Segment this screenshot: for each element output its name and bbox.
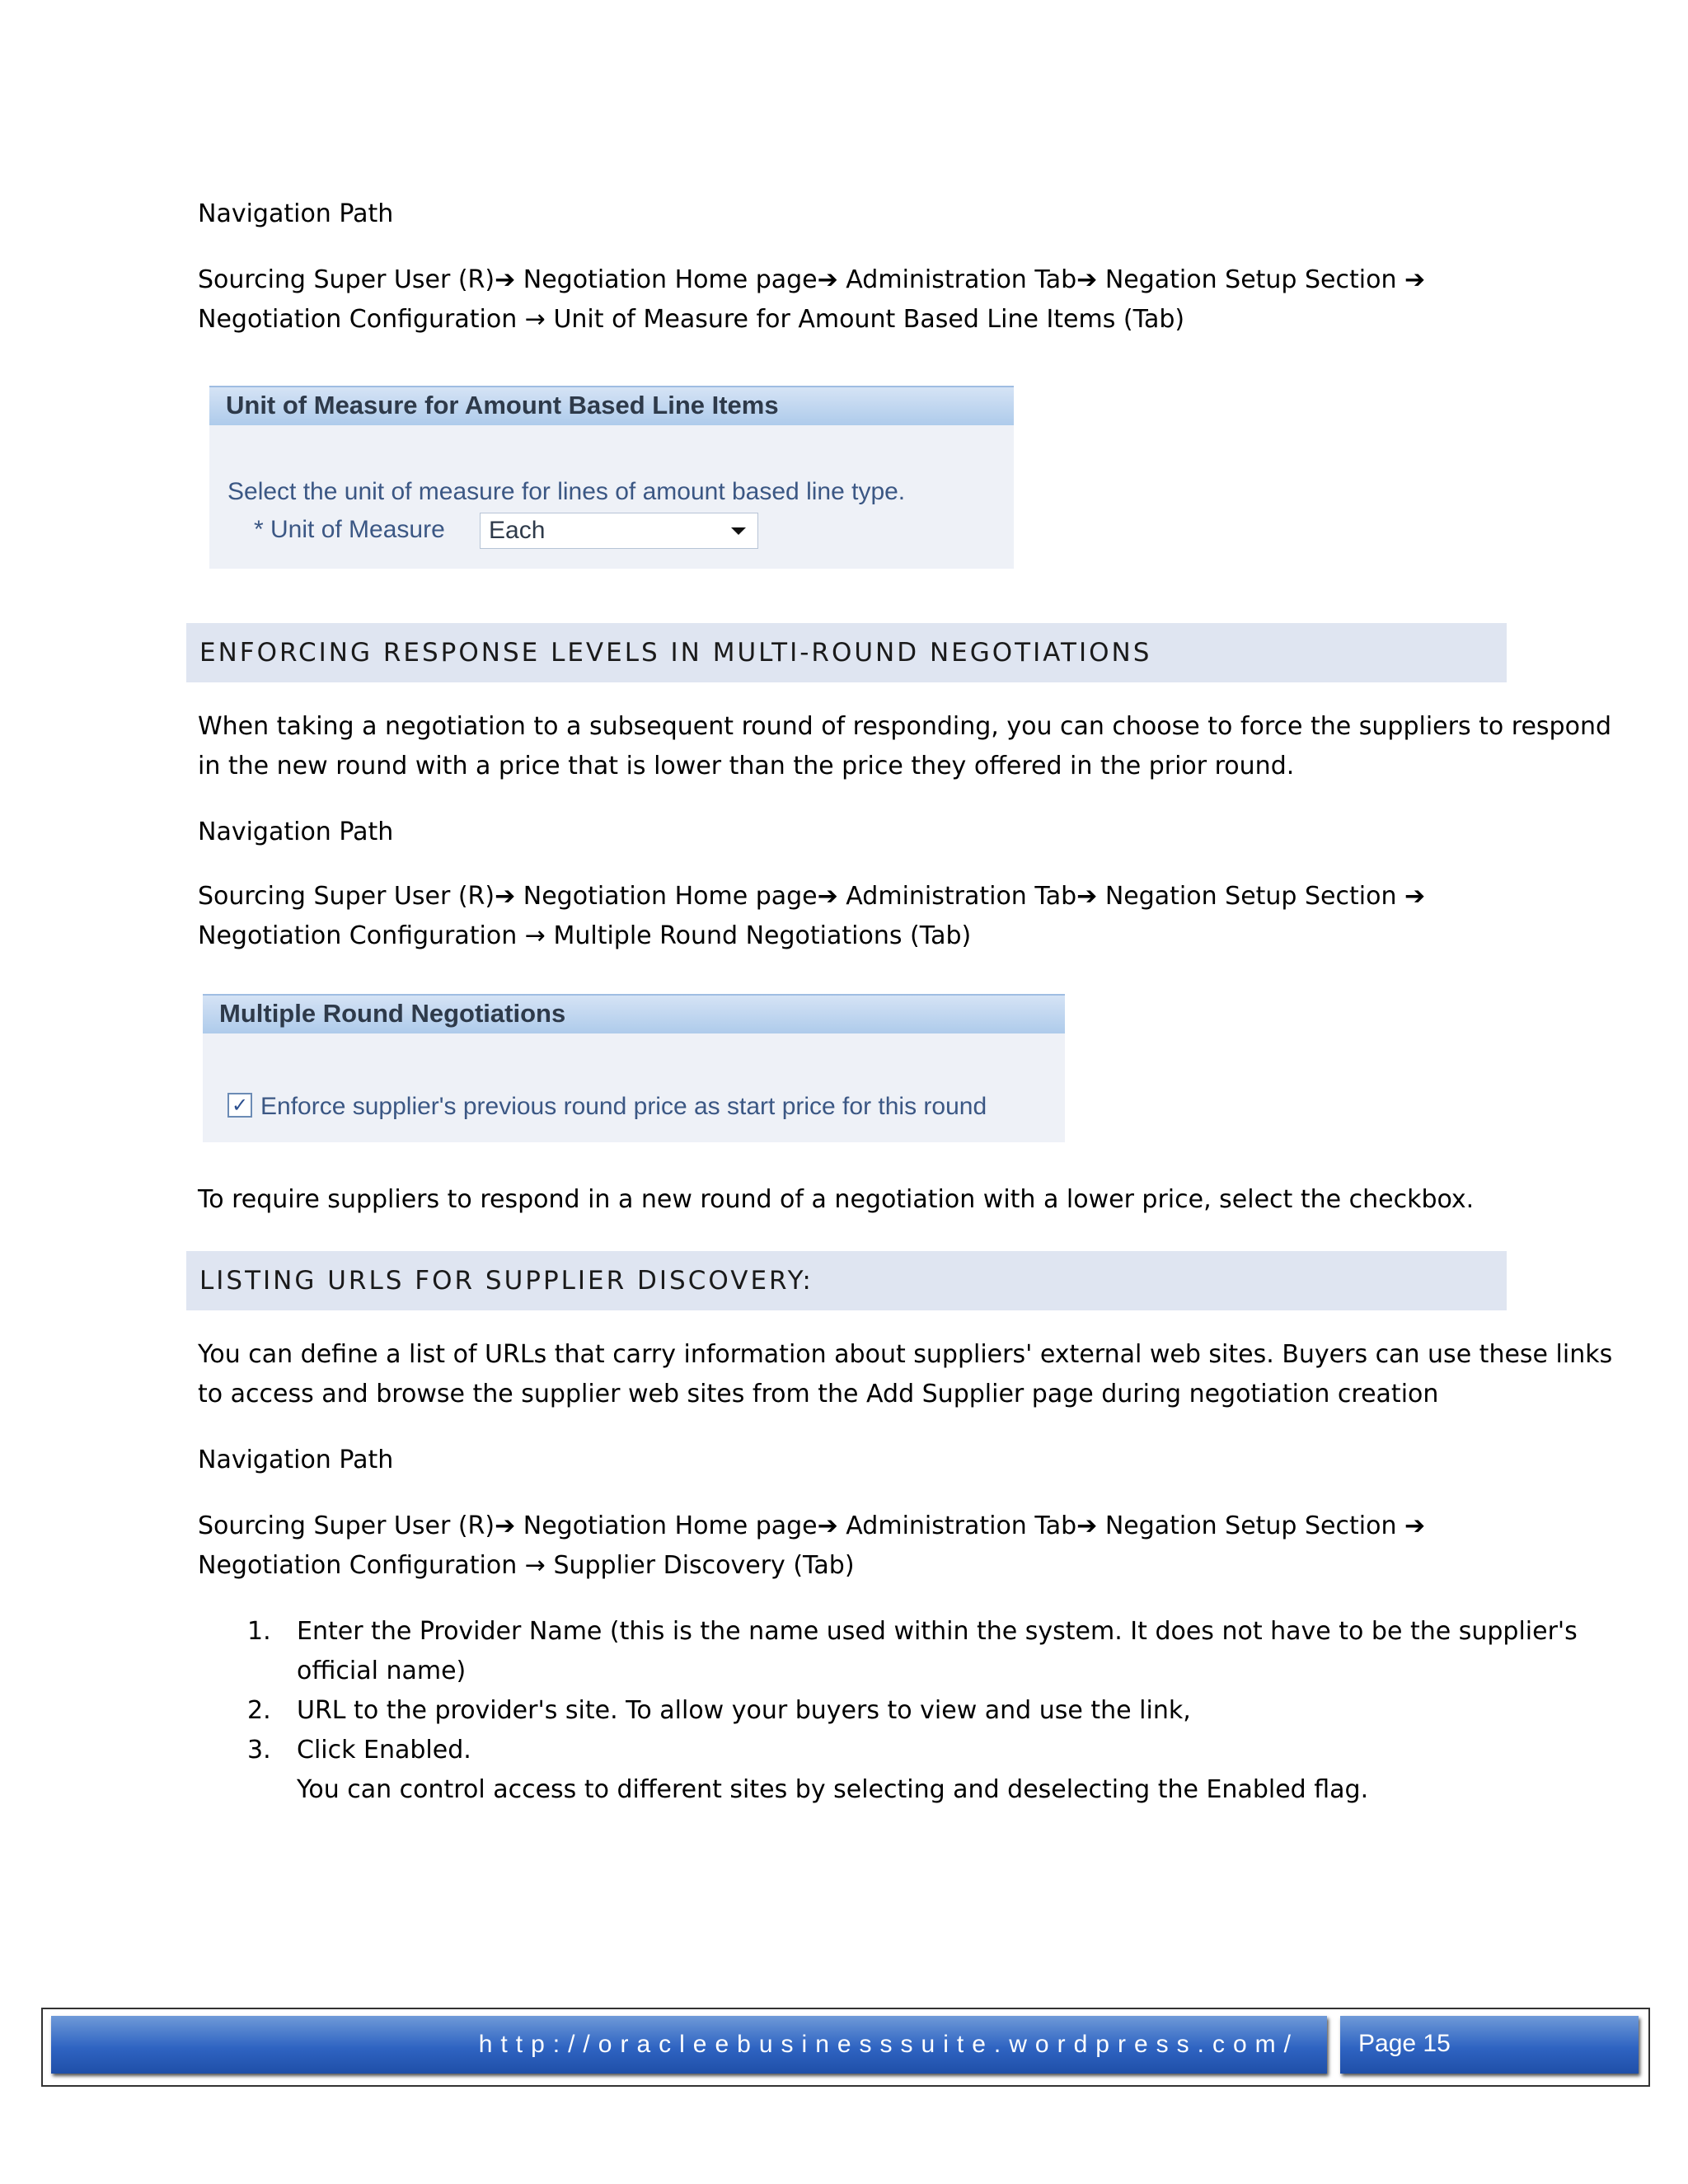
list-item: official name): [297, 1657, 467, 1685]
arrow-right-icon: ➔: [495, 882, 516, 911]
arrow-right-icon: ➔: [1076, 882, 1098, 911]
arrow-right-icon: ➔: [1076, 265, 1098, 294]
footer-url-bar: [51, 2016, 1327, 2074]
panel-instruction: Select the unit of measure for lines of amount based line type.: [227, 478, 906, 505]
nav-step: Negation Setup Section: [1097, 882, 1405, 911]
arrow-right-icon: →: [524, 1551, 546, 1580]
arrow-right-icon: ➔: [817, 1511, 838, 1540]
list-item-number: 3.: [247, 1736, 271, 1765]
nav-step: Negotiation Home page: [515, 882, 818, 911]
nav-step: Negotiation Home page: [515, 1511, 818, 1540]
page-footer: [41, 2008, 1650, 2087]
section-heading-band: [186, 1251, 1507, 1310]
nav-step: Multiple Round Negotiations (Tab): [545, 921, 972, 950]
paragraph-line: You can define a list of URLs that carry information about suppliers' external web sites. Buyers can use these links: [198, 1340, 1613, 1369]
section-heading-band: [186, 623, 1507, 682]
nav-path-label: Navigation Path: [198, 818, 394, 846]
nav-path-label: Navigation Path: [198, 199, 394, 228]
nav-step: Administration Tab: [837, 265, 1077, 294]
section-heading: ENFORCING RESPONSE LEVELS IN MULTI-ROUND NEGOTIATIONS: [199, 638, 1152, 668]
arrow-right-icon: ➔: [1404, 1511, 1426, 1540]
nav-path-line: [198, 877, 1425, 916]
arrow-right-icon: →: [524, 921, 546, 950]
nav-path-line: [198, 260, 1425, 300]
enforce-price-checkbox[interactable]: ✓: [227, 1093, 252, 1118]
nav-step: Negotiation Configuration: [198, 305, 525, 334]
nav-step: Negotiation Configuration: [198, 1551, 525, 1580]
list-item: Enter the Provider Name (this is the name used within the system. It does not have to be the supplier's: [297, 1617, 1578, 1646]
uom-select[interactable]: [480, 513, 758, 549]
nav-step: Negotiation Configuration: [198, 921, 525, 950]
uom-select-value: Each: [489, 517, 546, 544]
nav-step: Administration Tab: [837, 882, 1077, 911]
uom-panel-screenshot: [209, 386, 1014, 569]
list-item: URL to the provider's site. To allow your buyers to view and use the link,: [297, 1696, 1191, 1725]
panel-header: [203, 994, 1065, 1033]
arrow-right-icon: ➔: [817, 882, 838, 911]
list-item-number: 1.: [247, 1617, 271, 1646]
paragraph-line: in the new round with a price that is lower than the price they offered in the prior round.: [198, 752, 1295, 780]
panel-title: Unit of Measure for Amount Based Line Items: [226, 391, 779, 419]
nav-path-label: Navigation Path: [198, 1446, 394, 1474]
uom-field-label: * Unit of Measure: [254, 516, 445, 543]
arrow-right-icon: ➔: [817, 265, 838, 294]
nav-step: Supplier Discovery (Tab): [545, 1551, 855, 1580]
nav-step: Negotiation Home page: [515, 265, 818, 294]
footer-url[interactable]: http://oracleebusinesssuite.wordpress.com/: [478, 2031, 1299, 2058]
arrow-right-icon: ➔: [1076, 1511, 1098, 1540]
nav-step: Negation Setup Section: [1097, 265, 1405, 294]
panel-header: [209, 386, 1014, 425]
section-heading: LISTING URLS FOR SUPPLIER DISCOVERY:: [199, 1266, 814, 1296]
arrow-right-icon: ➔: [1404, 882, 1426, 911]
list-item: You can control access to different sites by selecting and deselecting the Enabled flag.: [297, 1775, 1369, 1804]
list-item: Click Enabled.: [297, 1736, 471, 1765]
nav-step: Negation Setup Section: [1097, 1511, 1405, 1540]
checkbox-label: Enforce supplier's previous round price as start price for this round: [260, 1093, 987, 1120]
nav-step: Sourcing Super User (R): [198, 882, 495, 911]
panel-title: Multiple Round Negotiations: [219, 999, 566, 1028]
nav-step: Administration Tab: [837, 1511, 1077, 1540]
arrow-right-icon: ➔: [1404, 265, 1426, 294]
arrow-right-icon: ➔: [495, 265, 516, 294]
paragraph-line: to access and browse the supplier web sites from the Add Supplier page during negotiation creation: [198, 1380, 1439, 1408]
footer-page-box: [1340, 2016, 1639, 2074]
nav-path-line: [198, 300, 1184, 340]
nav-path-line: [198, 916, 971, 956]
arrow-right-icon: ➔: [495, 1511, 516, 1540]
nav-step: Sourcing Super User (R): [198, 1511, 495, 1540]
paragraph-line: When taking a negotiation to a subsequent round of responding, you can choose to force the suppliers to respond: [198, 712, 1611, 741]
nav-step: Sourcing Super User (R): [198, 265, 495, 294]
nav-step: Unit of Measure for Amount Based Line Items (Tab): [545, 305, 1185, 334]
arrow-right-icon: →: [524, 305, 546, 334]
list-item-number: 2.: [247, 1696, 271, 1725]
nav-path-line: [198, 1507, 1425, 1546]
chevron-down-icon: [731, 527, 746, 535]
paragraph-line: To require suppliers to respond in a new round of a negotiation with a lower price, select the checkbox.: [198, 1185, 1475, 1214]
multi-round-panel-screenshot: [203, 994, 1065, 1142]
nav-path-line: [198, 1546, 855, 1586]
page-number: Page 15: [1358, 2030, 1451, 2057]
